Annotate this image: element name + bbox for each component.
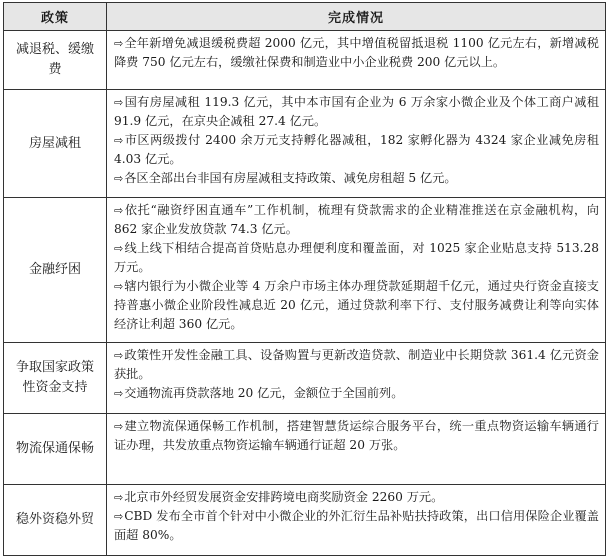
item-text: 市区两级拨付 2400 余万元支持孵化器减租，182 家孵化器为 4324 家企业减免房租 4.03 亿元。 [114, 133, 599, 166]
arrow-icon: ⇨ [114, 349, 124, 362]
arrow-icon: ⇨ [114, 491, 124, 504]
status-cell [107, 485, 606, 556]
item-text: 交通物流再贷款落地 20 亿元，金额位于全国前列。 [124, 386, 404, 400]
policy-table [3, 2, 606, 556]
item-text: 北京市外经贸发展资金安排跨境电商奖励资金 2260 万元。 [124, 490, 444, 504]
item-text: 依托“融资纾困直通车”工作机制，梳理有贷款需求的企业精准推送在京金融机构，向 862 家企业发放贷款 74.3 亿元。 [114, 203, 599, 236]
list-item [114, 488, 599, 507]
list-item [114, 239, 599, 277]
list-item [114, 169, 599, 188]
item-text: 政策性开发性金融工具、设备购置与更新改造贷款、制造业中长期贷款 361.4 亿元资金获批。 [114, 348, 599, 381]
arrow-icon: ⇨ [114, 510, 124, 523]
header-status: 完成情况 [107, 3, 606, 31]
item-text: 国有房屋减租 119.3 亿元，其中本市国有企业为 6 万余家小微企业及个体工商户减租 91.9 亿元，在京央企减租 27.4 亿元。 [114, 95, 599, 128]
arrow-icon: ⇨ [114, 134, 124, 147]
status-cell [107, 198, 606, 343]
list-item [114, 417, 599, 455]
item-text: 各区全部出台非国有房屋减租支持政策、减免房租超 5 亿元。 [124, 171, 457, 185]
status-cell [107, 414, 606, 485]
item-text: 线上线下相结合提高首贷贴息办理便利度和覆盖面，对 1025 家企业贴息支持 513.28 万元。 [114, 241, 599, 274]
arrow-icon: ⇨ [114, 387, 124, 400]
table-row [4, 90, 606, 198]
header-policy: 政策 [4, 3, 107, 31]
policy-cell: 金融纾困 [4, 198, 107, 343]
status-cell [107, 90, 606, 198]
list-item [114, 34, 599, 72]
policy-cell: 房屋减租 [4, 90, 107, 198]
arrow-icon: ⇨ [114, 242, 124, 255]
list-item [114, 277, 599, 334]
policy-cell: 减退税、缓缴费 [4, 31, 107, 90]
policy-cell: 稳外资稳外贸 [4, 485, 107, 556]
arrow-icon: ⇨ [114, 420, 124, 433]
list-item [114, 346, 599, 384]
arrow-icon: ⇨ [114, 280, 124, 293]
item-text: CBD 发布全市首个针对中小微企业的外汇衍生品补贴扶持政策，出口信用保险企业覆盖面超 80%。 [114, 509, 599, 542]
table-header-row [4, 3, 606, 31]
arrow-icon: ⇨ [114, 204, 124, 217]
list-item [114, 384, 599, 403]
list-item [114, 93, 599, 131]
status-cell [107, 31, 606, 90]
item-text: 建立物流保通保畅工作机制，搭建智慧货运综合服务平台，统一重点物资运输车辆通行证办理，共发放重点物资运输车辆通行证超 20 万张。 [114, 419, 599, 452]
table-row [4, 485, 606, 556]
table-row [4, 343, 606, 414]
arrow-icon: ⇨ [114, 96, 124, 109]
arrow-icon: ⇨ [114, 37, 124, 50]
table-row [4, 31, 606, 90]
arrow-icon: ⇨ [114, 172, 124, 185]
list-item [114, 131, 599, 169]
item-text: 辖内银行为小微企业等 4 万余户市场主体办理贷款延期超千亿元，通过央行资金直接支持普惠小微企业阶段性减息近 20 亿元，通过贷款利率下行、支付服务减费让利等向实体经济让利超 360 亿元。 [114, 279, 599, 331]
list-item [114, 201, 599, 239]
status-cell [107, 343, 606, 414]
list-item [114, 507, 599, 545]
table-row [4, 198, 606, 343]
item-text: 全年新增免减退缓税费超 2000 亿元，其中增值税留抵退税 1100 亿元左右，新增减税降费 750 亿元左右，缓缴社保费和制造业中小企业税费 200 亿元以上。 [114, 36, 599, 69]
policy-cell: 物流保通保畅 [4, 414, 107, 485]
policy-cell: 争取国家政策性资金支持 [4, 343, 107, 414]
table-row [4, 414, 606, 485]
